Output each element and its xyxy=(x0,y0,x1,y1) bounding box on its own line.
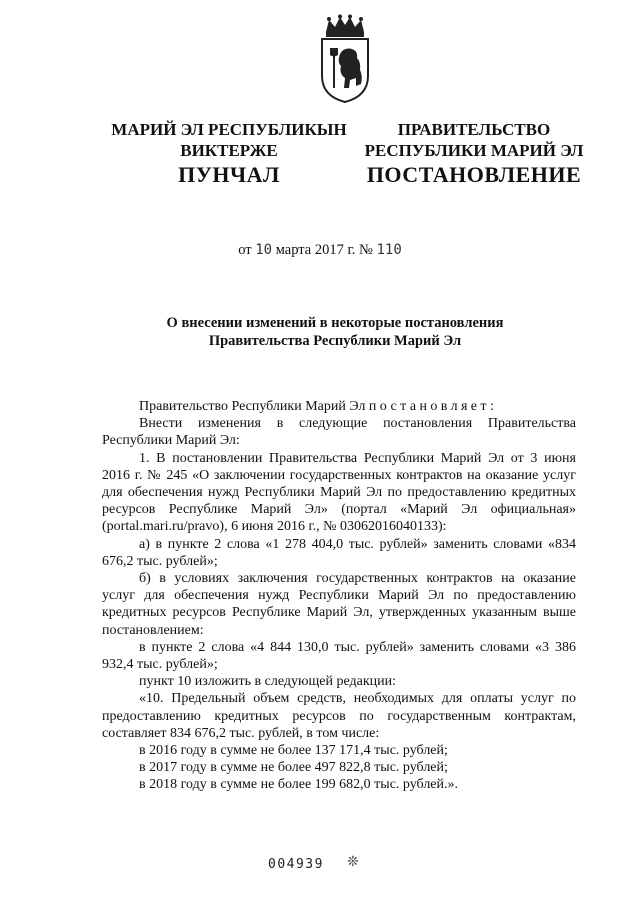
header-left-doc-type: ПУНЧАЛ xyxy=(178,162,280,187)
paragraph-year-2016: в 2016 году в сумме не более 137 171,4 тыс. рублей; xyxy=(139,743,448,759)
document-number: 110 xyxy=(376,242,402,258)
paragraph-intro-changes: Внести изменения в следующие постановления Правительства Республики Марий Эл: xyxy=(102,416,576,449)
intro-paragraph xyxy=(102,398,576,415)
paragraph-item-a: а) в пункте 2 слова «1 278 404,0 тыс. рублей» заменить словами «834 676,2 тыс. рублей»; xyxy=(102,536,576,569)
header-left-block xyxy=(98,119,360,187)
asterisk-ornament-icon: ❊ xyxy=(347,855,359,870)
paragraph-year-2017: в 2017 году в сумме не более 497 822,8 тыс. рублей; xyxy=(139,760,448,776)
header-right-block xyxy=(364,119,584,187)
date-prefix: от xyxy=(238,242,252,258)
form-serial-number: 004939 xyxy=(268,857,324,872)
title-line2: Правительства Республики Марий Эл xyxy=(208,333,462,349)
document-body xyxy=(102,398,576,794)
document-title xyxy=(100,314,570,350)
date-month-year: марта 2017 г. № xyxy=(275,242,373,258)
paragraph-year-2018: в 2018 году в сумме не более 199 682,0 тыс. рублей.». xyxy=(139,777,459,793)
paragraph-point-10-intro: пункт 10 изложить в следующей редакции: xyxy=(139,674,396,690)
header-right-line2: РЕСПУБЛИКИ МАРИЙ ЭЛ xyxy=(364,141,584,160)
coat-of-arms-bear-icon xyxy=(316,14,374,104)
title-line1: О внесении изменений в некоторые постановления xyxy=(166,315,504,331)
intro-decree-word: постановляет: xyxy=(368,399,498,414)
paragraph-item-b: б) в условиях заключения государственных контрактов на оказание услуг для обеспечения нужд Республики Марий Эл по предоставлению кредитных ресурсов Республике Марий Эл, утвержденных указанным выше постановлением: xyxy=(102,571,576,638)
paragraph-point-2: в пункте 2 слова «4 844 130,0 тыс. рублей» заменить словами «3 386 932,4 тыс. рублей»; xyxy=(102,639,576,673)
paragraph-point-10-text: «10. Предельный объем средств, необходимых для оплаты услуг по предоставлению кредитных ресурсов по государственным контрактам, составляет 834 676,2 тыс. рублей, в том числе: xyxy=(102,691,576,741)
date-day: 10 xyxy=(255,242,273,258)
header-right-doc-type: ПОСТАНОВЛЕНИЕ xyxy=(366,162,582,187)
header-left-line1: МАРИЙ ЭЛ РЕСПУБЛИКЫН xyxy=(111,120,347,139)
date-line xyxy=(0,242,640,259)
header-right-line1: ПРАВИТЕЛЬСТВО xyxy=(397,120,551,139)
intro-lead: Правительство Республики Марий Эл xyxy=(139,399,369,414)
paragraph-item-1: 1. В постановлении Правительства Республики Марий Эл от 3 июня 2016 г. № 245 «О заключении государственных контрактов на оказание услуг для обеспечения нужд Республики Марий Эл по предоставлению кредитных ресурсов Республике Марий Эл» (портал «Марий Эл официальная» (portal.mari.ru/pravo), 6 июня 2016 г., № 03062016040133): xyxy=(102,450,576,535)
header-left-line2: ВИКТЕРЖЕ xyxy=(180,141,278,160)
